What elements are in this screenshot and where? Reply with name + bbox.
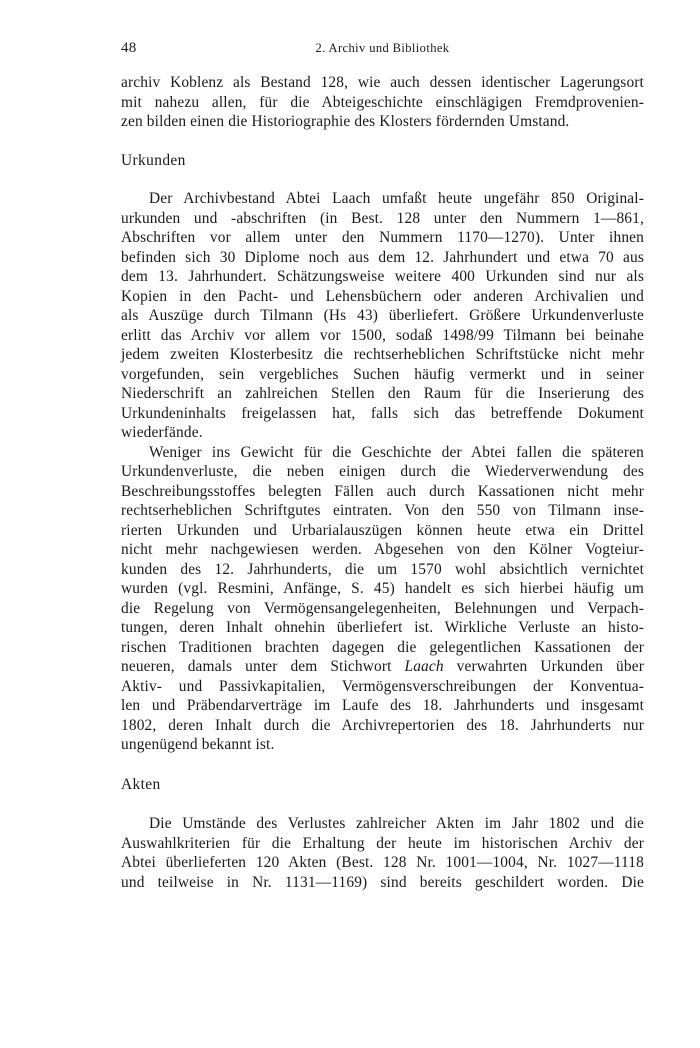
text-line: tungen, deren Inhalt ohnehin überliefert ist. Wirkliche Verluste an histo- [121,619,644,636]
text-line: rischen Traditionen brachten dagegen die gelegentlichen Kassationen der [121,638,644,656]
text-line: Der Archivbestand Abtei Laach umfaßt heute ungefähr 850 Original- [149,190,644,207]
akten-paragraph-1 [121,814,644,892]
text-line: die Regelung von Vermögensangelegenheiten, Belehnungen und Verpach- [121,599,644,617]
text-line: Niederschrift an zahlreichen Stellen den Raum für die Inserierung des [121,385,644,402]
text-line: zen bilden einen die Historiographie des Klosters fördernden Umstand. [121,113,570,130]
text-line: rechtserheblichen Schriftgutes eintraten. Von den 550 von Tilmann inse- [121,502,644,519]
text-line: Aktiv- und Passivkapitalien, Vermögensverschreibungen der Konventua- [121,677,644,695]
section-heading-urkunden: Urkunden [121,151,186,169]
page-number: 48 [121,40,137,56]
section-heading-akten: Akten [121,775,161,793]
text-line: befinden sich 30 Diplome noch aus dem 12. Jahrhundert und etwa 70 aus [121,248,644,266]
text-line: wiederfände. [121,424,203,441]
running-head: 2. Archiv und Bibliothek [315,41,450,55]
intro-paragraph [121,73,644,132]
text-line: kunden des 12. Jahrhunderts, die um 1570 wohl absichtlich vernichtet [121,560,644,578]
text-line: 1802, deren Inhalt durch die Archivrepertorien des 18. Jahrhunderts nur [121,716,644,734]
text-line: nicht mehr nachgewiesen werden. Abgesehen von den Kölner Vogteiur- [121,541,644,558]
text-fragment: neueren, damals unter dem Stichwort [121,658,405,675]
text-line: urkunden und -abschriften (in Best. 128 unter den Nummern 1—861, [121,209,644,227]
text-line: archiv Koblenz als Bestand 128, wie auch dessen identischer Lagerungsort [121,74,644,91]
text-line: Beschreibungsstoffes belegten Fällen auch durch Kassationen nicht mehr [121,482,644,500]
page-header [121,40,644,60]
text-line: vorgefunden, sein vergebliches Suchen häufig vermerkt und in seiner [121,365,644,383]
text-line: Auswahlkriterien für die Erhaltung der heute im historischen Archiv der [121,834,644,852]
text-line: und teilweise in Nr. 1131—1169) sind bereits geschildert worden. Die [121,873,644,891]
text-line [121,657,644,677]
text-line: mit nahezu allen, für die Abteigeschichte einschlägigen Fremdprovenien- [121,93,644,111]
text-line: ungenügend bekannt ist. [121,736,275,753]
text-line: rierten Urkunden und Urbarialauszügen können heute etwa ein Drittel [121,521,644,539]
body-text [121,73,644,892]
text-line: dem 13. Jahrhundert. Schätzungsweise weitere 400 Urkunden sind nur als [121,268,644,285]
urkunden-paragraph-1 [121,189,644,443]
urkunden-paragraph-2 [121,443,644,755]
text-line: Abschriften vor allem unter den Nummern 1170—1270). Unter ihnen [121,229,644,246]
text-line: erlitt das Archiv vor allem vor 1500, sodaß 1498/99 Tilmann bei beinahe [121,326,644,344]
text-fragment: verwahrten Urkunden über [443,658,644,675]
text-line: Abtei überlieferten 120 Akten (Best. 128 Nr. 1001—1004, Nr. 1027—1118 [121,854,644,871]
text-line: Weniger ins Gewicht für die Geschichte der Abtei fallen die späteren [149,443,644,461]
text-line: len und Präbendarverträge im Laufe des 18. Jahrhunderts und insgesamt [121,697,644,714]
text-line: als Auszüge durch Tilmann (Hs 43) überliefert. Größere Urkundenverluste [121,307,644,324]
text-line: Urkundenverluste, die neben einigen durch die Wiederverwendung des [121,463,644,480]
text-line: wurden (vgl. Resmini, Anfänge, S. 45) handelt es sich hierbei häufig um [121,580,644,597]
text-line: Urkundeninhalts freigelassen hat, falls sich das betreffende Dokument [121,404,644,422]
text-line: jedem zweiten Klosterbesitz die rechtserheblichen Schriftstücke nicht mehr [121,346,644,363]
text-line: Kopien in den Pacht- und Lehensbüchern oder anderen Archivalien und [121,287,644,305]
italic-term: Laach [404,658,444,675]
text-line: Die Umstände des Verlustes zahlreicher Akten im Jahr 1802 und die [149,815,644,832]
